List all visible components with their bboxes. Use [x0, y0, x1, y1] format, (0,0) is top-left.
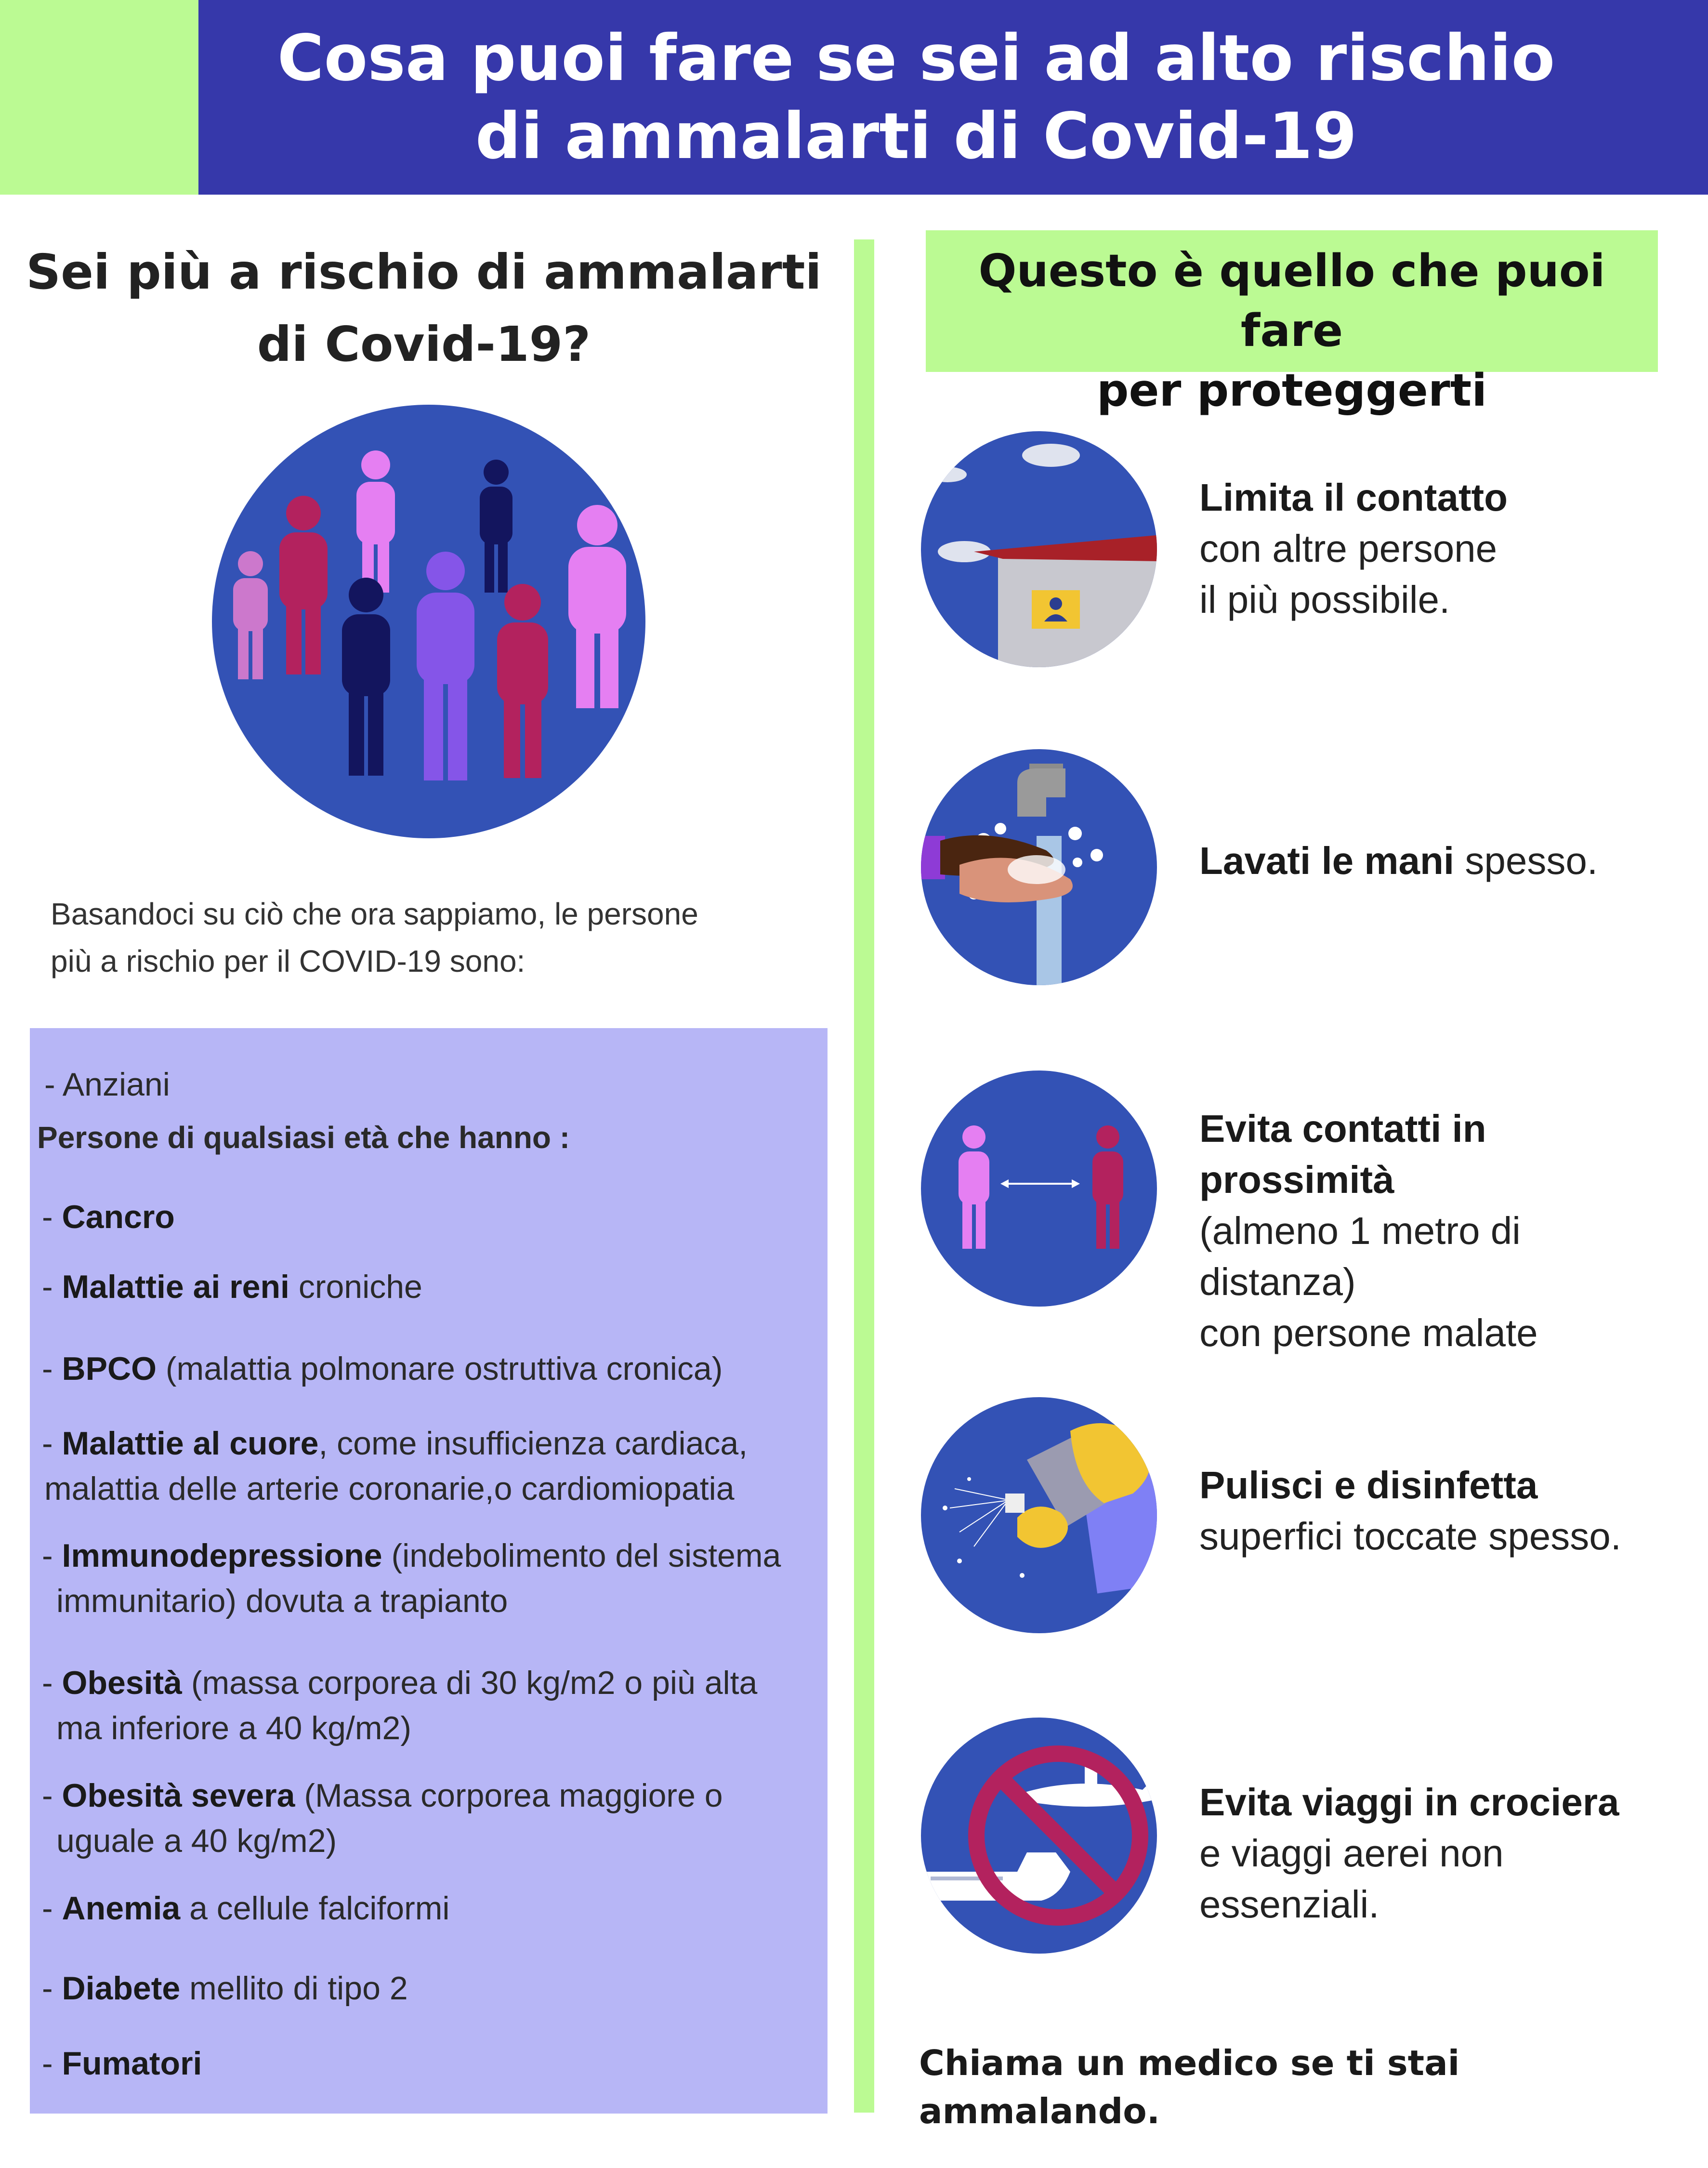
intro-text — [51, 890, 773, 985]
list-item: - Malattie ai reni croniche — [42, 1269, 422, 1305]
list-item: - Cancro — [42, 1199, 175, 1235]
page-title — [198, 19, 1634, 175]
people-group-icon — [212, 405, 645, 838]
list-item: - Fumatori — [42, 2045, 202, 2082]
title-line-1: Cosa puoi fare se sei ad alto rischio — [277, 21, 1555, 95]
intro-line-2: più a rischio per il COVID-19 sono: — [51, 944, 526, 978]
risk-list-box — [30, 1028, 828, 2114]
action-avoid-travel: Evita viaggi in crociera e viaggi aerei non essenziali. — [1199, 1781, 1619, 1926]
footer-call-doctor: Chiama un medico se ti stai ammalando. — [919, 2043, 1460, 2131]
distance-icon — [921, 1071, 1157, 1307]
right-heading-line-2: per proteggerti — [1096, 364, 1487, 416]
list-item: - Diabete mellito di tipo 2 — [42, 1970, 408, 2007]
right-heading-line-1: Questo è quello che puoi fare — [978, 245, 1605, 357]
action-limit-contact: Limita il contatto con altre persone il più possibile. — [1199, 476, 1508, 621]
intro-line-1: Basandoci su ciò che ora sappiamo, le persone — [51, 897, 698, 931]
list-item: - Immunodepressione (indebolimento del sistema immunitario) dovuta a trapianto — [42, 1537, 781, 1619]
list-item: - BPCO (malattia polmonare ostruttiva cronica) — [42, 1350, 723, 1387]
list-item: - Anemia a cellule falciformi — [42, 1890, 450, 1927]
list-item: - Obesità (massa corporea di 30 kg/m2 o più alta ma inferiore a 40 kg/m2) — [42, 1665, 758, 1746]
column-divider — [854, 239, 874, 2113]
list-item: - Malattie al cuore, come insufficienza cardiaca, malattia delle arterie coronarie,o cardiomiopatia — [42, 1425, 748, 1507]
hand-washing-icon — [921, 749, 1157, 985]
left-heading — [19, 236, 828, 381]
house-window-icon — [921, 431, 1157, 667]
title-line-2: di ammalarti di Covid-19 — [475, 99, 1357, 173]
list-subheading: Persone di qualsiasi età che hanno : — [37, 1120, 570, 1155]
disinfect-spray-icon — [921, 1397, 1157, 1633]
action-avoid-close-contact: Evita contatti in prossimità (almeno 1 metro di distanza) con persone malate — [1199, 1107, 1538, 1354]
no-travel-icon — [921, 1718, 1157, 1954]
list-item-anziani: - Anziani — [44, 1066, 170, 1103]
left-heading-line-2: di Covid-19? — [257, 316, 591, 372]
action-clean-disinfect: Pulisci e disinfetta superfici toccate spesso. — [1199, 1464, 1621, 1558]
left-heading-line-1: Sei più a rischio di ammalarti — [26, 244, 822, 300]
list-item: - Obesità severa (Massa corporea maggiore o uguale a 40 kg/m2) — [42, 1777, 723, 1859]
header-accent-block — [0, 0, 198, 195]
action-wash-hands: Lavati le mani spesso. — [1199, 839, 1598, 882]
right-heading — [926, 241, 1658, 420]
